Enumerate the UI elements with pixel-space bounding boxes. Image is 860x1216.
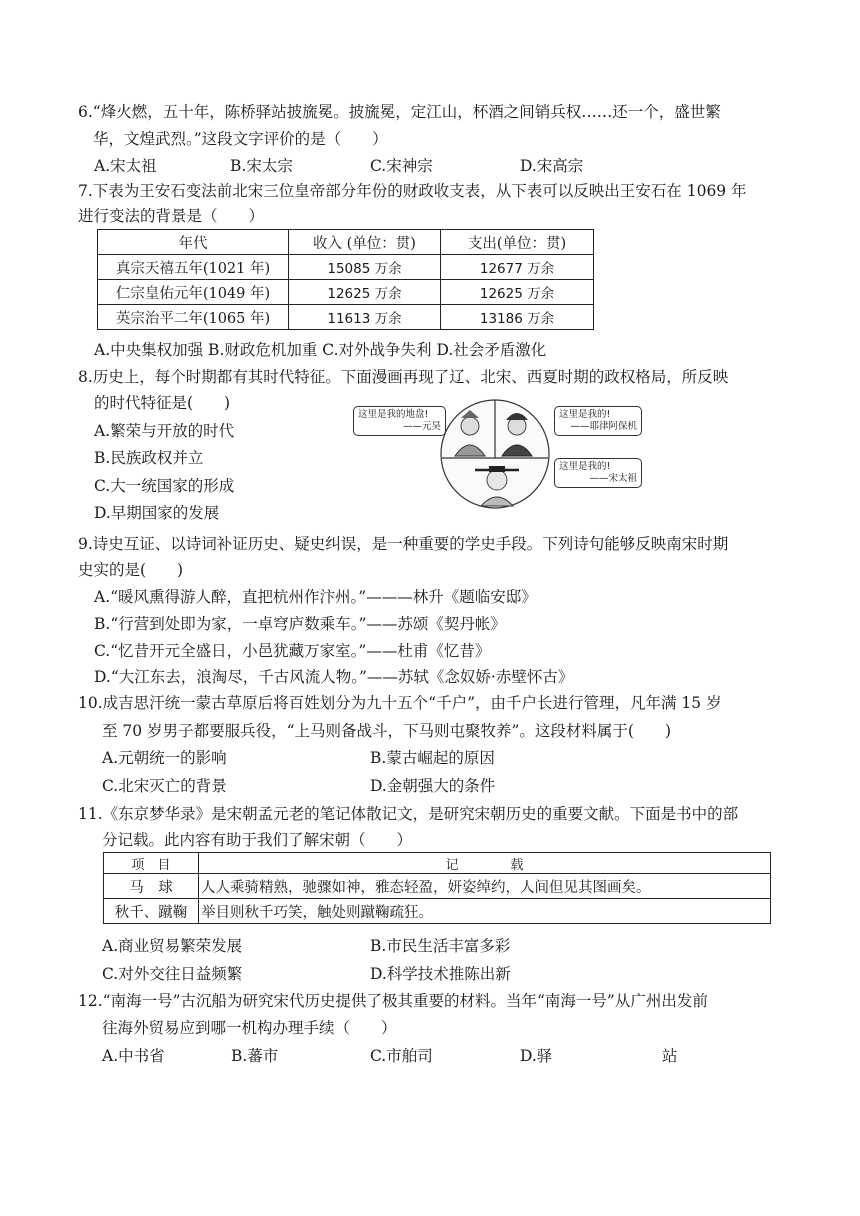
table-row — [98, 255, 594, 280]
table-cell-era: 仁宗皇佑元年(1049 年) — [98, 280, 289, 305]
bubble-attribution: ——宋太祖 — [589, 473, 637, 484]
q6-option-d: D.宋高宗 — [520, 157, 584, 175]
q8-option-b: B.民族政权并立 — [94, 449, 204, 467]
table-cell-expense: 13186 万余 — [441, 305, 594, 330]
q8-stem-line1: 8.历史上，每个时期都有其时代特征。下面漫画再现了辽、北宋、西夏时期的政权格局，所反映 — [78, 368, 729, 386]
q10-option-a: A.元朝统一的影响 — [102, 749, 227, 767]
q7-stem-line1: 7.下表为王安石变法前北宋三位皇帝部分年份的财政收支表，从下表可以反映出王安石在 1069 年 — [78, 182, 747, 200]
cartoon-bubble-song — [554, 458, 642, 488]
q12-option-d-trailing: 站 — [662, 1047, 678, 1065]
q6-option-c: C.宋神宗 — [370, 157, 433, 175]
table-cell-era: 真宗天禧五年(1021 年) — [98, 255, 289, 280]
q11-stem-line1: 11.《东京梦华录》是宋朝孟元老的笔记体散记文，是研究宋朝历史的重要文献。下面是书中的部 — [78, 805, 739, 823]
q9-option-c: C.“忆昔开元全盛日，小邑犹藏万家室。”——杜甫《忆昔》 — [94, 642, 491, 660]
table-header-cell: 年代 — [98, 230, 289, 255]
q8-stem-line2: 的时代特征是( ) — [94, 394, 231, 412]
bubble-text: 这里是我的! — [559, 409, 611, 420]
q10-option-d: D.金朝强大的条件 — [370, 777, 496, 795]
q12-option-d: D.驿 — [520, 1047, 553, 1065]
q12-stem-line2: 往海外贸易应到哪一机构办理手续（ ） — [102, 1019, 397, 1037]
q12-option-a: A.中书省 — [102, 1047, 165, 1065]
table-header-cell: 项 目 — [104, 853, 199, 874]
bubble-text: 这里是我的! — [559, 461, 611, 472]
q7-fiscal-table — [97, 229, 594, 330]
q12-option-c: C.市舶司 — [370, 1047, 433, 1065]
table-header-row — [98, 230, 594, 255]
table-cell-expense: 12677 万余 — [441, 255, 594, 280]
table-header-cell: 收入 (单位：贯) — [289, 230, 441, 255]
q9-stem-line1: 9.诗史互证、以诗词补证历史、疑史纠误，是一种重要的学史手段。下列诗句能够反映南宋时期 — [78, 535, 729, 553]
q9-stem-line2: 史实的是( ) — [78, 561, 184, 579]
table-row — [104, 899, 771, 924]
table-row — [98, 305, 594, 330]
q8-cartoon — [351, 398, 641, 511]
q6-stem-line1: 6.“烽火燃，五十年，陈桥驿站披旒冕。披旒冕，定江山，杯酒之间销兵权……还一个，盛世繁 — [78, 103, 721, 121]
q11-option-d: D.科学技术推陈出新 — [370, 965, 511, 983]
q11-option-c: C.对外交往日益频繁 — [102, 965, 243, 983]
cartoon-bubble-xixia — [353, 406, 446, 436]
q11-stem-line2: 分记载。此内容有助于我们了解宋朝（ ） — [102, 831, 413, 849]
q10-option-c: C.北宋灭亡的背景 — [102, 777, 227, 795]
table-cell-record: 人人乘骑精熟，驰骤如神，雅态轻盈，妍姿绰约，人间但见其图画矣。 — [199, 874, 771, 899]
q10-option-b: B.蒙古崛起的原因 — [370, 749, 495, 767]
table-header-row — [104, 853, 771, 874]
bubble-attribution: ——耶律阿保机 — [570, 421, 637, 432]
bubble-text: 这里是我的地盘! — [358, 409, 429, 420]
q7-options: A.中央集权加强 B.财政危机加重 C.对外战争失利 D.社会矛盾激化 — [94, 341, 547, 359]
q6-stem-line2: 华，文煌武烈。”这段文字评价的是（ ） — [93, 130, 388, 148]
table-cell-item: 秋千、蹴鞠 — [104, 899, 199, 924]
table-cell-income: 11613 万余 — [289, 305, 441, 330]
q9-option-a: A.“暖风熏得游人醉，直把杭州作汴州。”———林升《题临安邸》 — [94, 588, 537, 606]
q8-option-d: D.早期国家的发展 — [94, 504, 220, 522]
q11-record-table — [103, 852, 771, 924]
table-header-cell: 记 载 — [199, 853, 771, 874]
table-cell-era: 英宗治平二年(1065 年) — [98, 305, 289, 330]
table-header-cell: 支出(单位：贯) — [441, 230, 594, 255]
q8-option-c: C.大一统国家的形成 — [94, 477, 235, 495]
q12-stem-line1: 12.“南海一号”古沉船为研究宋代历史提供了极其重要的材料。当年“南海一号”从广州出发前 — [78, 992, 708, 1010]
table-cell-record: 举目则秋千巧笑，触处则蹴鞠疏狂。 — [199, 899, 771, 924]
q11-option-a: A.商业贸易繁荣发展 — [102, 937, 243, 955]
q12-option-b: B.蕃市 — [231, 1047, 279, 1065]
q11-option-b: B.市民生活丰富多彩 — [370, 937, 511, 955]
table-cell-expense: 12625 万余 — [441, 280, 594, 305]
table-row — [104, 874, 771, 899]
q9-option-d: D.“大江东去，浪淘尽，千古风流人物。”——苏轼《念奴娇·赤壁怀古》 — [94, 668, 574, 686]
table-cell-income: 12625 万余 — [289, 280, 441, 305]
q6-option-a: A.宋太祖 — [94, 157, 157, 175]
table-row — [98, 280, 594, 305]
q8-option-a: A.繁荣与开放的时代 — [94, 422, 235, 440]
cartoon-bubble-liao — [554, 406, 642, 436]
q7-stem-line2: 进行变法的背景是（ ） — [78, 207, 265, 225]
q10-stem-line1: 10.成吉思汗统一蒙古草原后将百姓划分为九十五个“千户”，由千户长进行管理，凡年满 15 岁 — [78, 694, 722, 712]
bubble-attribution: ——元昊 — [402, 421, 441, 432]
q6-option-b: B.宋太宗 — [230, 157, 293, 175]
q9-option-b: B.“行营到处即为家，一卓穹庐数乘车。”——苏颂《契丹帐》 — [94, 615, 506, 633]
q10-stem-line2: 至 70 岁男子都要服兵役，“上马则备战斗，下马则屯聚牧养”。这段材料属于( ) — [102, 722, 672, 740]
table-cell-income: 15085 万余 — [289, 255, 441, 280]
table-cell-item: 马 球 — [104, 874, 199, 899]
